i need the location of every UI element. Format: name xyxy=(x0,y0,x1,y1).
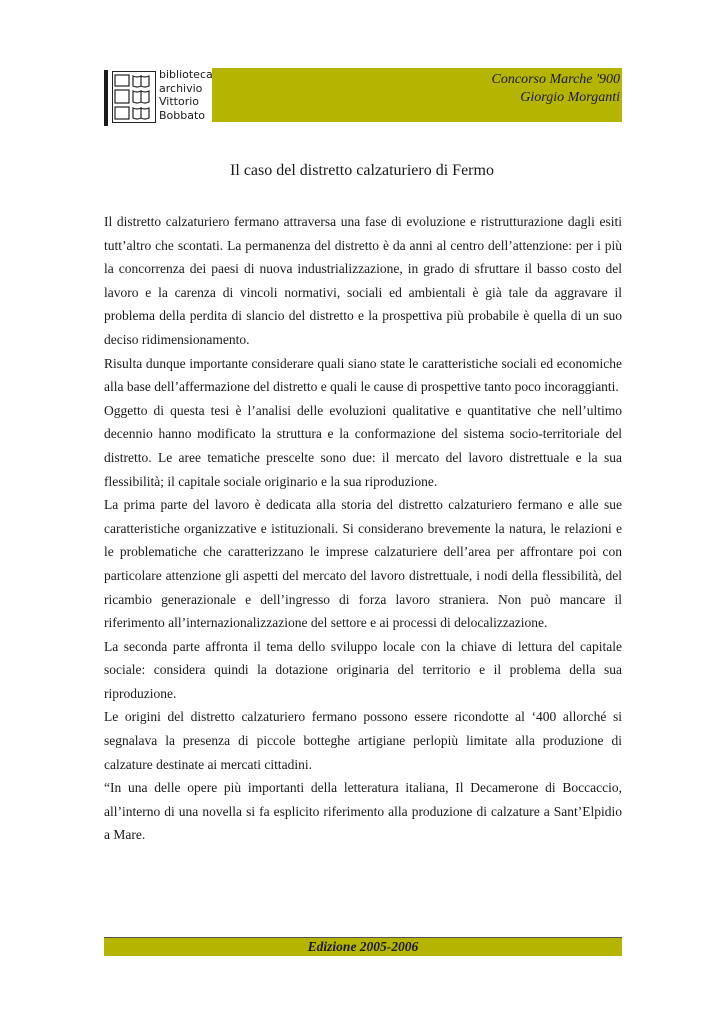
paragraph: La seconda parte affronta il tema dello sviluppo locale con la chiave di lettura del capitale sociale: considera quindi la dotazione originaria del territorio e il problema della sua riproduzione. xyxy=(104,638,622,701)
page-title: Il caso del distretto calzaturiero di Fermo xyxy=(230,162,494,179)
header-title xyxy=(492,71,620,107)
edition-label: Edizione 2005-2006 xyxy=(307,939,419,954)
document-body xyxy=(104,210,622,847)
paragraph: La prima parte del lavoro è dedicata alla storia del distretto calzaturiero fermano e alle sue caratteristiche organizzative e istituzionali. Si considerano brevemente la natura, le relazioni e le problematiche che caratterizzano le imprese calzaturiere dell’area per affrontare poi con particolare attenzione gli aspetti del mercato del lavoro distrettuale, i nodi della flessibilità, del ricambio generazionale e dell’ingresso di forza lavoro straniera. Non può mancare il riferimento all’internazionalizzazione del settore e ai processi di delocalizzazione. xyxy=(104,497,622,631)
footer-band xyxy=(104,937,622,956)
header-subtitle-line: Giorgio Morganti xyxy=(520,90,620,105)
logo-rule xyxy=(104,70,108,126)
paragraph: Il distretto calzaturiero fermano attraversa una fase di evoluzione e ristrutturazione dagli esiti tutt’altro che scontati. La permanenza del distretto è da anni al centro dell’attenzione: per i più la concorrenza dei paesi di nuova industrializzazione, in grado di sfruttare il basso costo del lavoro e la carenza di vincoli normativi, sociali ed ambientali è già tale da aggravare il problema della perdita di slancio del distretto e la prospettiva più probabile è quella di un suo deciso ridimensionamento. xyxy=(104,214,622,347)
logo-wordmark xyxy=(159,68,213,122)
header-title-line: Concorso Marche '900 xyxy=(491,72,620,87)
paragraph: Risulta dunque importante considerare quali siano state le caratteristiche sociali ed economiche alla base dell’affermazione del distretto e quali le cause di prospettive tanto poco incoraggianti. xyxy=(104,355,622,395)
paragraph: Oggetto di questa tesi è l’analisi delle evoluzioni qualitative e quantitative che nell’ultimo decennio hanno modificato la struttura e la conformazione del sistema socio-territoriale del distretto. Le aree tematiche prescelte sono due: il mercato del lavoro distrettuale e la sua flessibilità; il capitale sociale originario e la sua riproduzione. xyxy=(104,402,622,489)
library-logo-icon xyxy=(112,71,156,123)
paragraph: “In una delle opere più importanti della letteratura italiana, Il Decamerone di Boccaccio, all’interno di una novella si fa esplicito riferimento alla produzione di calzature a Sant’Elpidio a Mare. xyxy=(104,780,622,843)
logo-line: Bobbato xyxy=(159,108,206,122)
logo-line: Vittorio xyxy=(159,95,200,108)
logo-line: biblioteca xyxy=(159,68,213,81)
paragraph: Le origini del distretto calzaturiero fermano possono essere ricondotte al ‘400 allorché si segnalava la presenza di piccole botteghe artigiane perlopiù limitate alla produzione di calzature destinate ai mercati cittadini. xyxy=(104,709,622,772)
logo-line: archivio xyxy=(159,81,203,95)
